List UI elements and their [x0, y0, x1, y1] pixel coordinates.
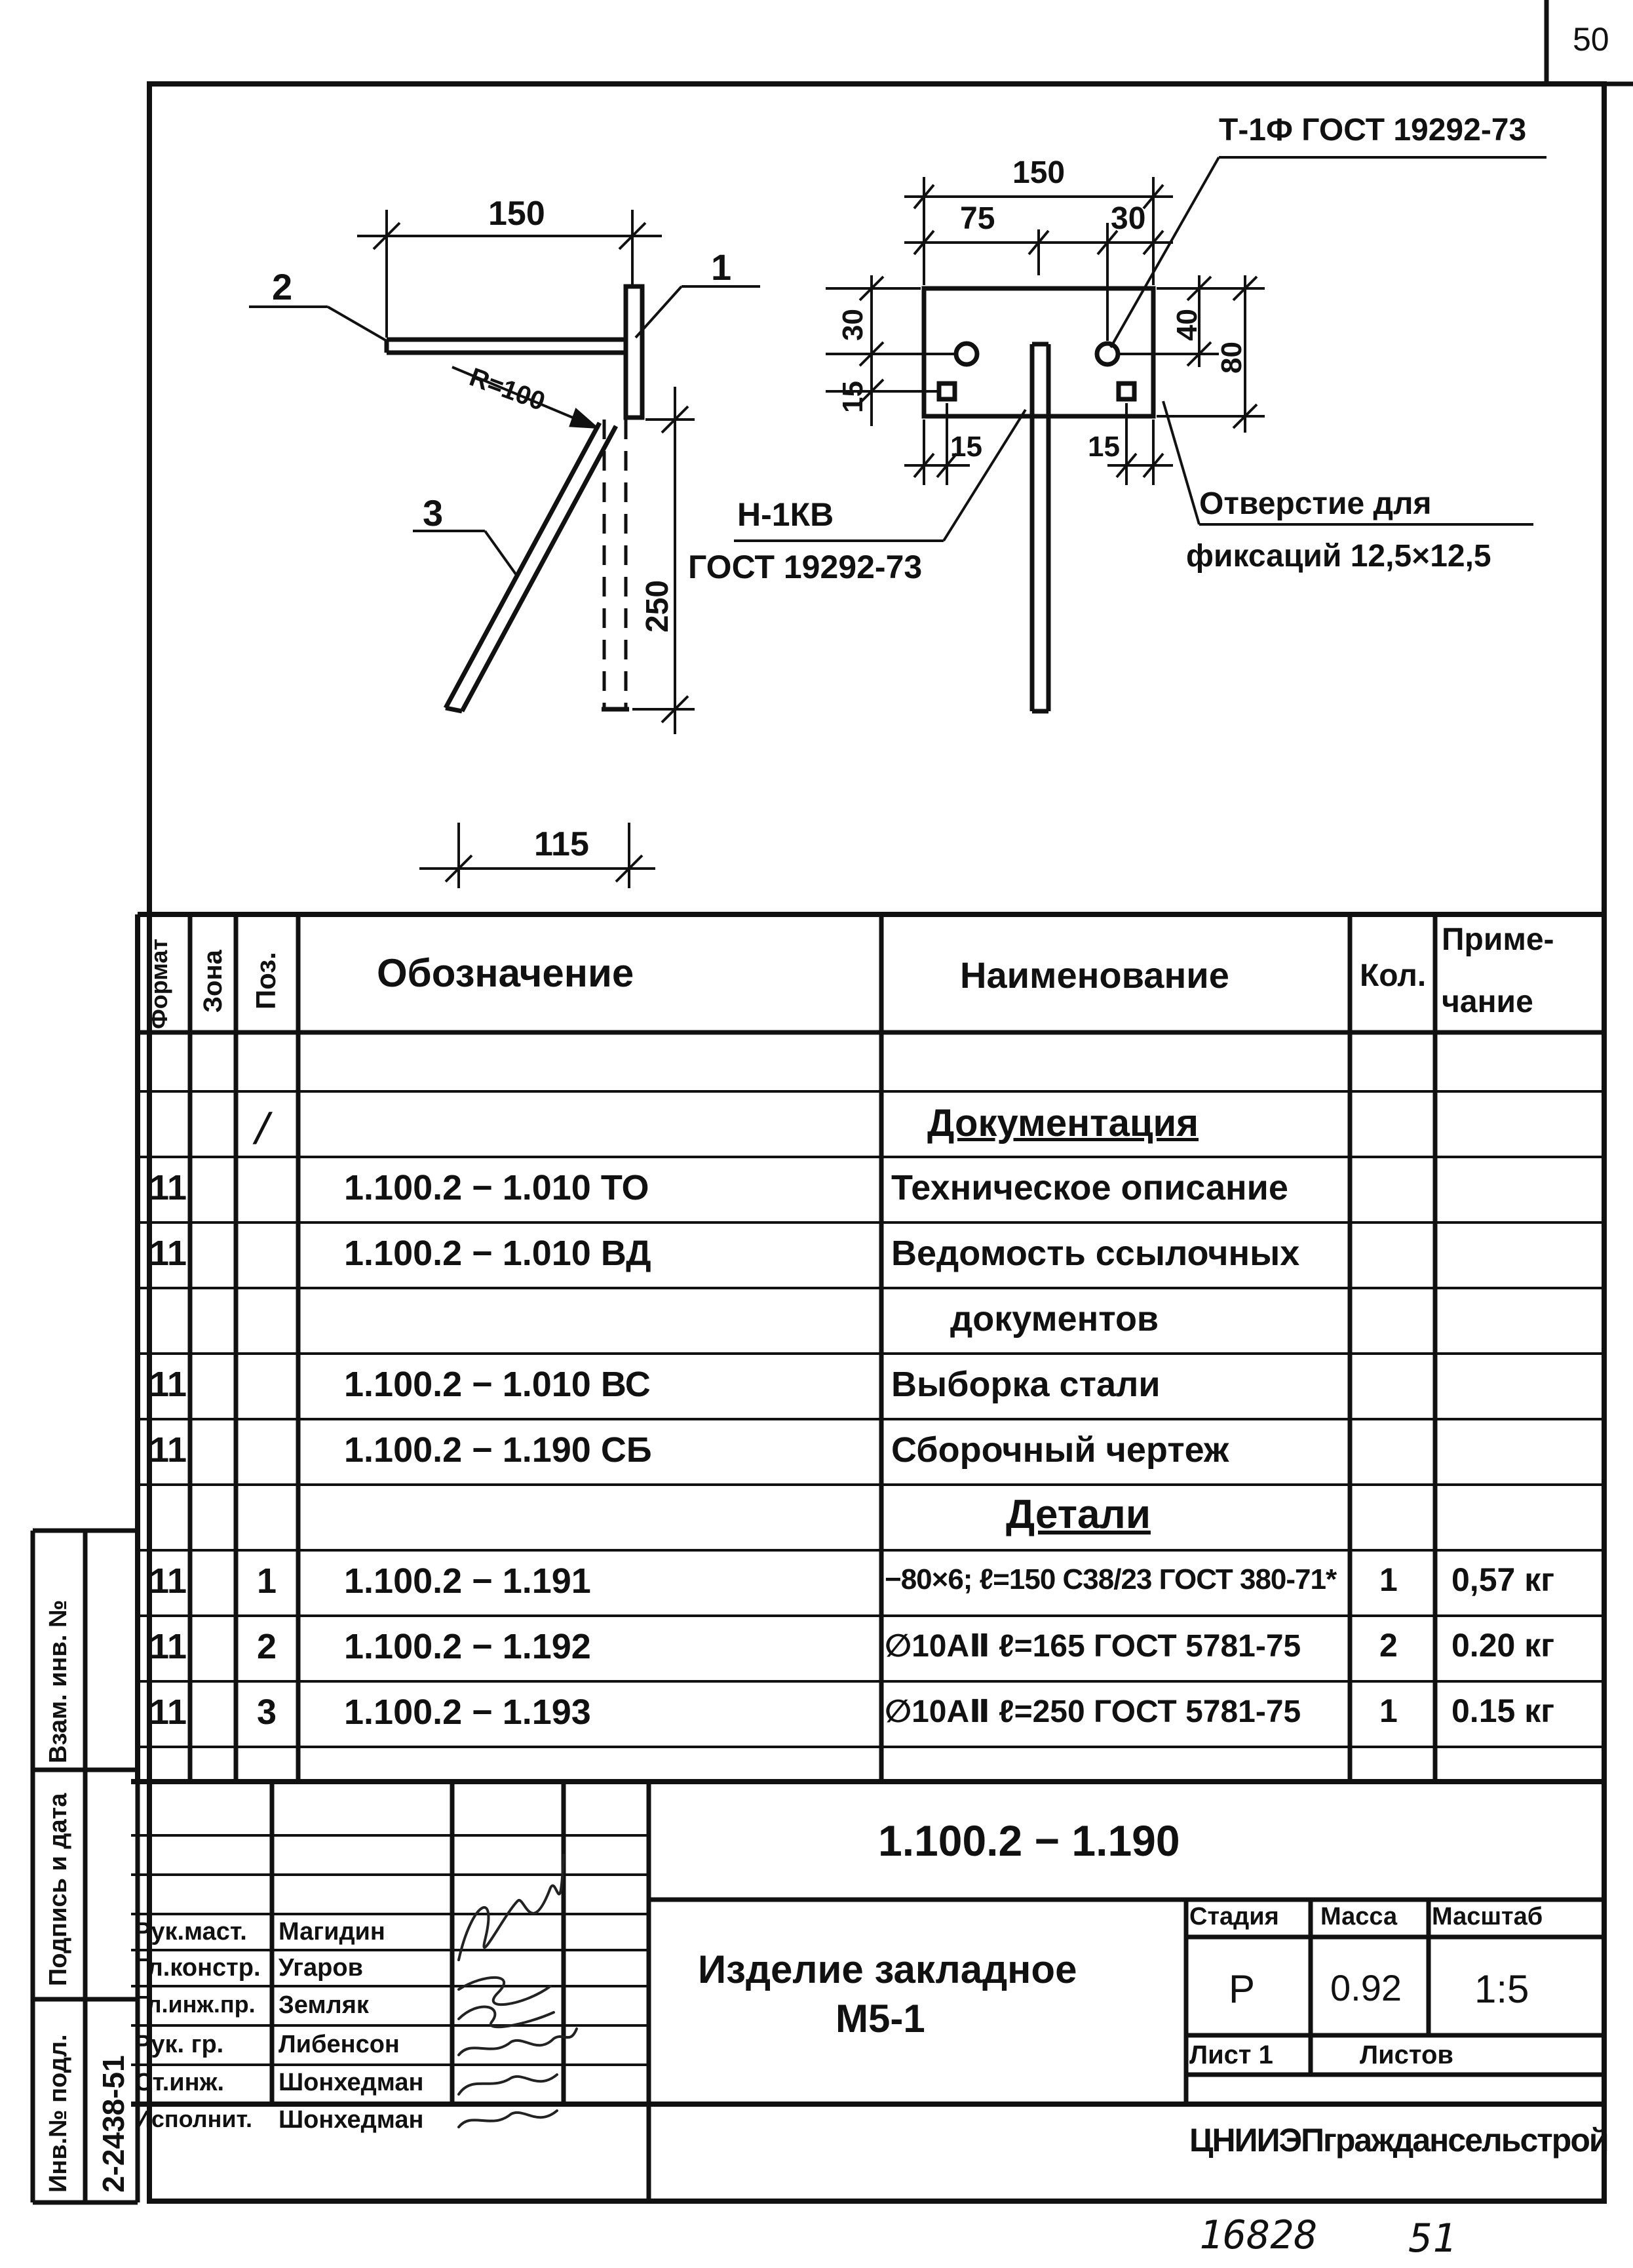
header-name: Наименование: [960, 954, 1229, 996]
sheet-number: 50: [1573, 21, 1609, 58]
position-3-label: 3: [423, 492, 444, 534]
header-qty: Кол.: [1360, 958, 1427, 993]
table-cell-name: −80×6; ℓ=150 С38/23 ГОСТ 380-71*: [885, 1563, 1337, 1595]
margin-sign-date: Подпись и дата: [45, 1793, 72, 1986]
mass-value: 0.92: [1330, 1967, 1402, 2008]
table-cell-name: Ведомость ссылочных: [891, 1234, 1300, 1273]
table-cell-designation: 1.100.2 − 1.010 ВД: [344, 1234, 651, 1273]
table-cell-pos: 2: [257, 1627, 277, 1666]
dim-left-height: 250: [640, 579, 675, 633]
role-label: Исполнит.: [134, 2105, 252, 2132]
header-pos: Поз.: [250, 952, 281, 1009]
section-documentation: Документация: [927, 1102, 1199, 1144]
dim-right-80: 80: [1216, 342, 1248, 374]
margin-inv-vzam: Взам. инв. №: [45, 1599, 72, 1763]
table-cell-format: 11: [149, 1692, 187, 1732]
header-zone: Зона: [199, 950, 227, 1013]
handwritten-page-number: 51: [1409, 2216, 1457, 2261]
dim-right-15-vertical: 15: [837, 381, 869, 413]
scale-label: Масштаб: [1432, 1903, 1543, 1930]
dim-left-bottom: 115: [534, 825, 589, 863]
table-cell-designation: 1.100.2 − 1.192: [344, 1627, 591, 1666]
header-designation: Обозначение: [377, 951, 634, 995]
stage-value: Р: [1229, 1967, 1256, 2011]
anchor-t1f-label: Т-1Ф ГОСТ 19292-73: [1219, 113, 1527, 147]
sheet-label: Лист 1: [1189, 2041, 1273, 2069]
person-name: Шонхедман: [279, 2106, 424, 2134]
person-name: Угаров: [279, 1954, 363, 1982]
title-line-1: Изделие закладное: [698, 1947, 1077, 1991]
person-name: Магидин: [279, 1918, 385, 1945]
dim-right-75: 75: [960, 201, 995, 236]
margin-inv-number: 2-2438-51: [96, 2055, 130, 2193]
dim-right-total: 150: [1012, 155, 1066, 190]
table-cell-format: 11: [149, 1430, 187, 1470]
position-1-label: 1: [711, 246, 732, 288]
header-note-1: Приме-: [1442, 922, 1554, 957]
table-cell-pos: 1: [257, 1561, 277, 1601]
role-label: Рук. гр.: [134, 2031, 224, 2058]
table-cell-pos: /: [252, 1105, 277, 1150]
table-cell-qty: 1: [1379, 1561, 1398, 1598]
table-cell-format: 11: [149, 1234, 187, 1273]
role-label: Гл.констр.: [134, 1954, 261, 1982]
dim-radius: R=100: [465, 362, 549, 417]
header-format: Формат: [145, 938, 172, 1029]
person-name: Земляк: [279, 1991, 369, 2019]
hole-note-line-2: фиксаций 12,5×12,5: [1186, 539, 1491, 574]
anchor-n1kv-gost: ГОСТ 19292-73: [688, 549, 923, 585]
title-line-2: М5-1: [836, 1997, 925, 2041]
table-cell-qty: 2: [1379, 1627, 1398, 1664]
table-cell-format: 11: [149, 1365, 187, 1404]
stage-label: Стадия: [1189, 1903, 1279, 1930]
dim-right-40: 40: [1171, 309, 1203, 341]
role-label: Гл.инж.пр.: [134, 1991, 256, 2018]
handwritten-archive-number: 16828: [1199, 2212, 1318, 2258]
table-cell-designation: 1.100.2 − 1.193: [344, 1692, 591, 1732]
hole-note-line-1: Отверстие для: [1199, 486, 1432, 521]
table-cell-name: Выборка стали: [891, 1365, 1161, 1404]
dim-right-15-bottom-right: 15: [1088, 431, 1120, 463]
table-cell-note: 0.20 кг: [1451, 1627, 1555, 1664]
table-cell-name: ∅10АⅡ ℓ=165 ГОСТ 5781-75: [885, 1629, 1301, 1664]
table-cell-format: 11: [149, 1627, 187, 1666]
table-cell-name: Сборочный чертеж: [891, 1430, 1229, 1470]
table-cell-name: Техническое описание: [891, 1168, 1288, 1207]
dim-right-15-bottom-left: 15: [950, 431, 982, 463]
role-label: Ст.инж.: [134, 2069, 225, 2096]
dim-right-30-vertical: 30: [837, 309, 869, 341]
section-details: Детали: [1006, 1492, 1151, 1537]
table-cell-pos: 3: [257, 1692, 277, 1732]
table-cell-note: 0,57 кг: [1451, 1561, 1555, 1598]
table-cell-qty: 1: [1379, 1692, 1398, 1729]
table-cell-note: 0.15 кг: [1451, 1692, 1555, 1729]
header-note-2: чание: [1442, 985, 1533, 1019]
role-label: Рук.маст.: [134, 1918, 247, 1945]
table-cell-name: документов: [950, 1299, 1159, 1339]
table-cell-designation: 1.100.2 − 1.010 ТО: [344, 1168, 649, 1207]
table-cell-format: 11: [149, 1168, 187, 1207]
table-cell-designation: 1.100.2 − 1.190 СБ: [344, 1430, 652, 1470]
mass-label: Масса: [1320, 1903, 1398, 1930]
scale-value: 1:5: [1474, 1967, 1529, 2011]
table-cell-designation: 1.100.2 − 1.191: [344, 1561, 591, 1601]
anchor-n1kv-label: Н-1КВ: [737, 496, 834, 533]
organization-name: ЦНИИЭПграждансельстрой: [1189, 2122, 1608, 2159]
person-name: Либенсон: [279, 2031, 400, 2058]
doc-code: 1.100.2 − 1.190: [878, 1816, 1180, 1865]
dim-left-width: 150: [488, 195, 545, 233]
sheets-label: Листов: [1360, 2041, 1453, 2069]
table-cell-format: 11: [149, 1561, 187, 1601]
margin-inv-podl: Инв.№ подл.: [45, 2034, 72, 2193]
position-2-label: 2: [272, 266, 293, 307]
dim-right-30: 30: [1111, 201, 1146, 236]
table-cell-designation: 1.100.2 − 1.010 ВС: [344, 1365, 651, 1404]
table-cell-name: ∅10АⅡ ℓ=250 ГОСТ 5781-75: [885, 1694, 1301, 1729]
person-name: Шонхедман: [279, 2069, 424, 2096]
